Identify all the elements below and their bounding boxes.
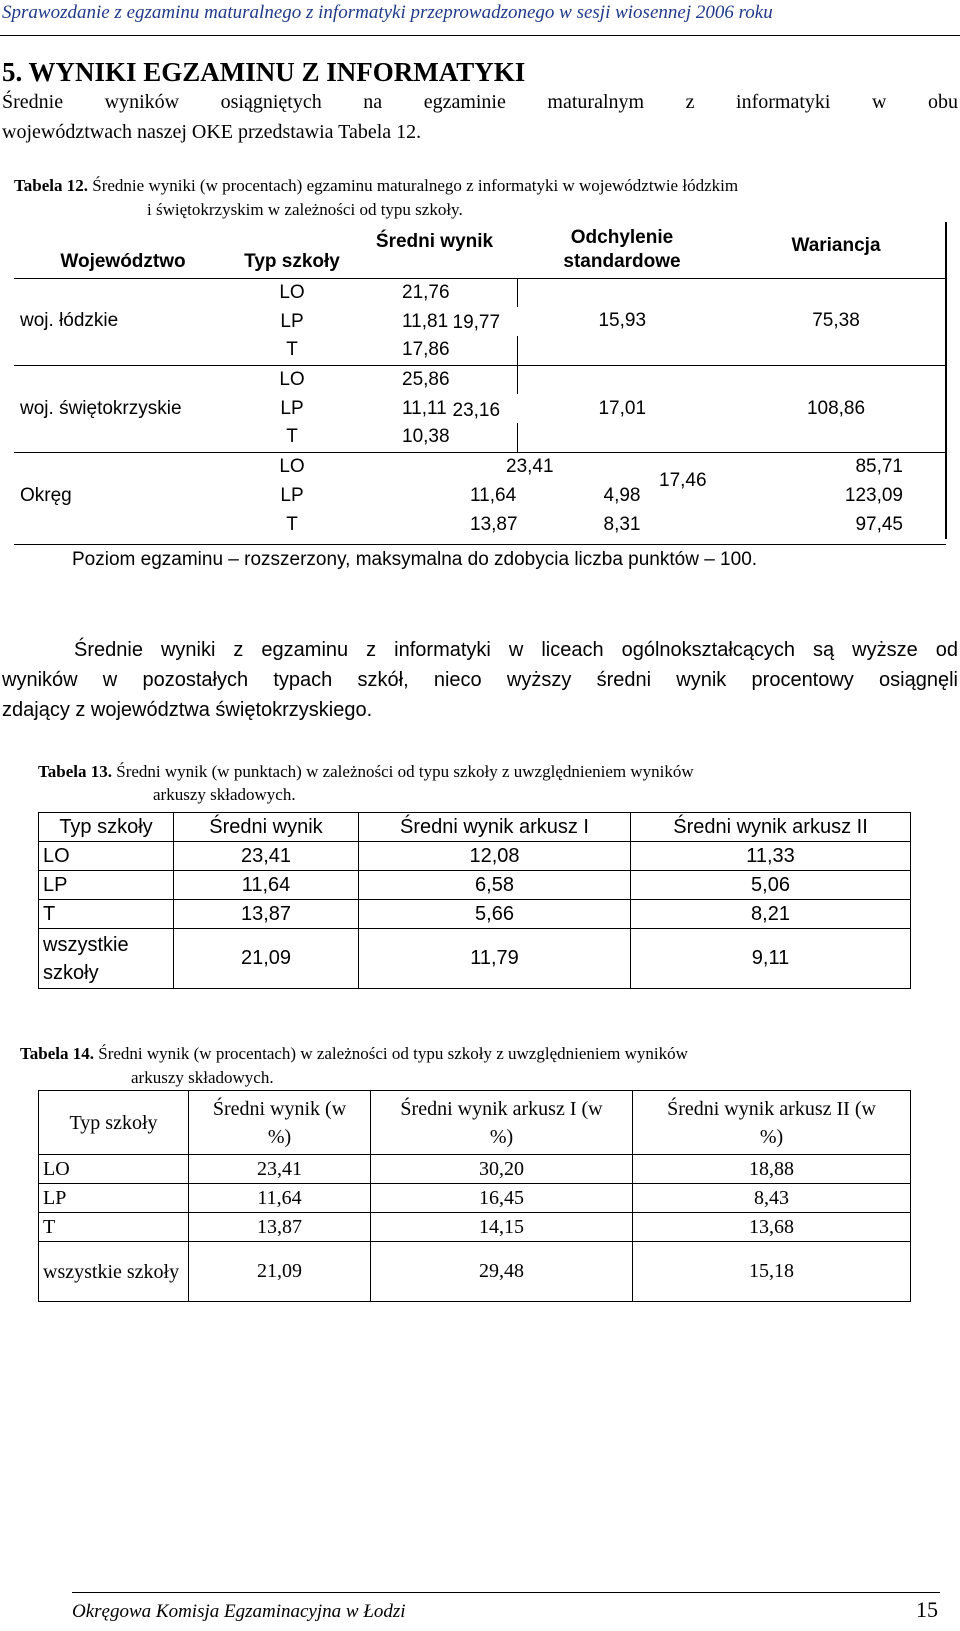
table13-cell-a1: 11,79 [359, 929, 631, 989]
table14-cell-type: LP [39, 1184, 189, 1213]
footer-rule [72, 1592, 940, 1593]
table12-cell-variance: 85,71 [727, 452, 946, 481]
table-12 [14, 222, 947, 539]
table12-cell-type: T [286, 339, 298, 361]
table13-header-avg: Średni wynik [174, 813, 359, 842]
paragraph2-line-2: wyników w pozostałych typach szkół, nieco wyższy średni wynik procentowy osiągnęli [2, 669, 958, 691]
table14-header-avg: Średni wynik (w %) [189, 1091, 371, 1155]
running-header-text: Sprawozdanie z egzaminu maturalnego z informatyki przeprowadzonego w sesji wiosennej 2006 roku [2, 2, 773, 23]
footer-org: Okręgowa Komisja Egzaminacyjna w Łodzi [72, 1601, 406, 1622]
table-row [39, 1242, 911, 1302]
table12-group-variance: 108,86 [727, 365, 946, 452]
table13-caption-line1: Średni wynik (w punktach) w zależności od typu szkoły z uwzględnieniem wyników [116, 762, 694, 781]
table14-cell-avg: 11,64 [189, 1184, 371, 1213]
table12-region-swietokrzyskie: woj. świętokrzyskie [14, 365, 232, 452]
table14-cell-avg: 13,87 [189, 1213, 371, 1242]
table13-cell-a2: 11,33 [631, 842, 911, 871]
table12-caption-line1: Średnie wyniki (w procentach) egzaminu maturalnego z informatyki w województwie łódzkim [92, 176, 739, 195]
table-row [39, 900, 911, 929]
table14-cell-avg: 21,09 [189, 1242, 371, 1302]
table12-cell-score: 13,87 [470, 513, 518, 535]
table13-cell-a2: 9,11 [631, 929, 911, 989]
table12-footnote: Poziom egzaminu – rozszerzony, maksymalna do zdobycia liczba punktów – 100. [72, 549, 758, 570]
table13-header-type: Typ szkoły [39, 813, 174, 842]
table13-caption [38, 760, 918, 784]
paragraph2-line-3: zdający z województwa świętokrzyskiego. [2, 699, 373, 721]
table12-cell-type: LP [280, 397, 304, 419]
table13-cell-avg: 11,64 [174, 871, 359, 900]
table14-cell-type: T [39, 1213, 189, 1242]
table-row [39, 929, 911, 989]
table12-district-std-lo: 17,46 [659, 470, 707, 491]
table12-cell-std: 4,98 [603, 484, 641, 506]
table-row [39, 1213, 911, 1242]
table12-cell-type: T [286, 426, 298, 448]
table12-caption-label: Tabela 12. [14, 176, 89, 195]
table13-caption-label: Tabela 13. [38, 762, 113, 781]
table12-cell-score: 11,81 [402, 310, 449, 332]
table12-header-std: Odchylenie standardowe [563, 227, 681, 272]
table-row [14, 452, 946, 481]
table-14 [38, 1090, 911, 1302]
table14-header-type: Typ szkoły [39, 1091, 189, 1155]
table12-rule-bottom [14, 544, 946, 545]
paragraph2-line-1: Średnie wyniki z egzaminu z informatyki w liceach ogólnokształcących są wyższe od [74, 639, 958, 661]
table12-group-variance: 75,38 [727, 278, 946, 365]
table12-caption-line2: i świętokrzyskim w zależności od typu szkoły. [147, 200, 463, 219]
table12-cell-type: LO [232, 452, 352, 481]
table12-district-label: Okręg [14, 452, 232, 539]
table13-cell-a2: 8,21 [631, 900, 911, 929]
table12-cell-score: 23,41 [352, 452, 727, 481]
table12-cell-variance: 123,09 [727, 481, 946, 510]
table12-caption [14, 174, 954, 198]
table12-group-std: 15,93 [598, 310, 647, 332]
running-header [0, 0, 960, 36]
table14-cell-a1: 14,15 [371, 1213, 633, 1242]
table14-cell-a1: 16,45 [371, 1184, 633, 1213]
table13-cell-type: LP [39, 871, 174, 900]
table14-cell-type: wszystkie szkoły [39, 1242, 189, 1302]
table14-caption-line1: Średni wynik (w procentach) w zależności od typu szkoły z uwzględnieniem wyników [98, 1044, 688, 1063]
table13-cell-type: wszystkie szkoły [39, 929, 174, 989]
table13-cell-a2: 5,06 [631, 871, 911, 900]
table12-group-mean: 19,77 [452, 312, 501, 333]
table14-cell-a2: 13,68 [633, 1213, 911, 1242]
table12-header-row [14, 222, 946, 278]
table13-header-row [39, 813, 911, 842]
table-row [39, 1184, 911, 1213]
table12-header-score: Średni wynik [375, 231, 494, 252]
table13-cell-type: LO [39, 842, 174, 871]
table14-header-row [39, 1091, 911, 1155]
table12-header-region: Województwo [60, 251, 186, 272]
table14-caption-line2: arkuszy składowych. [131, 1068, 274, 1087]
section-title: 5. WYNIKI EGZAMINU Z INFORMATYKI [2, 57, 526, 87]
table12-cell-type: T [286, 513, 298, 535]
table12-cell-score: 11,11 [402, 397, 447, 419]
table-row [39, 871, 911, 900]
table12-cell-type: LO [232, 278, 352, 307]
table13-cell-type: T [39, 900, 174, 929]
table-13 [38, 812, 911, 989]
table14-header-a2: Średni wynik arkusz II (w %) [633, 1091, 911, 1155]
table12-cell-type: LO [232, 365, 352, 394]
table12-rule-top [14, 278, 946, 279]
table12-cell-type: LP [280, 484, 304, 506]
table14-caption-label: Tabela 14. [20, 1044, 95, 1063]
table12-group-mean: 23,16 [452, 399, 501, 421]
table13-cell-a1: 12,08 [359, 842, 631, 871]
intro-line-2: województwach naszej OKE przedstawia Tabela 12. [2, 121, 422, 143]
table12-cell-mean [452, 365, 727, 452]
table-row [14, 365, 946, 394]
table12-cell-mean [452, 278, 727, 365]
table12-cell-std: 8,31 [603, 513, 641, 535]
table13-cell-avg: 21,09 [174, 929, 359, 989]
table14-cell-avg: 23,41 [189, 1155, 371, 1184]
table13-caption-line2: arkuszy składowych. [153, 785, 296, 804]
table12-cell-variance: 97,45 [727, 510, 946, 539]
table14-cell-a1: 30,20 [371, 1155, 633, 1184]
table13-cell-a1: 5,66 [359, 900, 631, 929]
table12-header-type: Typ szkoły [244, 250, 340, 272]
table12-cell-score: 25,86 [352, 365, 517, 394]
table-row [39, 842, 911, 871]
table14-caption [20, 1042, 920, 1066]
intro-line-1: Średnie wyników osiągniętych na egzaminie maturalnym z informatyki w obu [2, 91, 958, 113]
table13-cell-a1: 6,58 [359, 871, 631, 900]
table14-cell-a2: 8,43 [633, 1184, 911, 1213]
table14-cell-a1: 29,48 [371, 1242, 633, 1302]
table12-region-lodzkie: woj. łódzkie [20, 310, 119, 332]
table13-cell-avg: 13,87 [174, 900, 359, 929]
table12-cell-score: 10,38 [352, 423, 517, 452]
table12-cell-score: 21,76 [352, 278, 517, 307]
table-row [14, 278, 946, 307]
table12-cell-score: 17,86 [352, 336, 517, 365]
table13-header-a1: Średni wynik arkusz I [359, 813, 631, 842]
table14-cell-a2: 15,18 [633, 1242, 911, 1302]
table-row [39, 1155, 911, 1184]
table14-header-a1: Średni wynik arkusz I (w %) [371, 1091, 633, 1155]
table12-cell-type: LP [280, 310, 304, 332]
table12-header-variance: Wariancja [727, 222, 946, 278]
table12-cell-score: 11,64 [470, 484, 517, 506]
page-number: 15 [916, 1597, 938, 1622]
table14-cell-a2: 18,88 [633, 1155, 911, 1184]
table13-cell-avg: 23,41 [174, 842, 359, 871]
table14-cell-type: LO [39, 1155, 189, 1184]
table12-group-std: 17,01 [598, 397, 647, 419]
table13-header-a2: Średni wynik arkusz II [631, 813, 911, 842]
